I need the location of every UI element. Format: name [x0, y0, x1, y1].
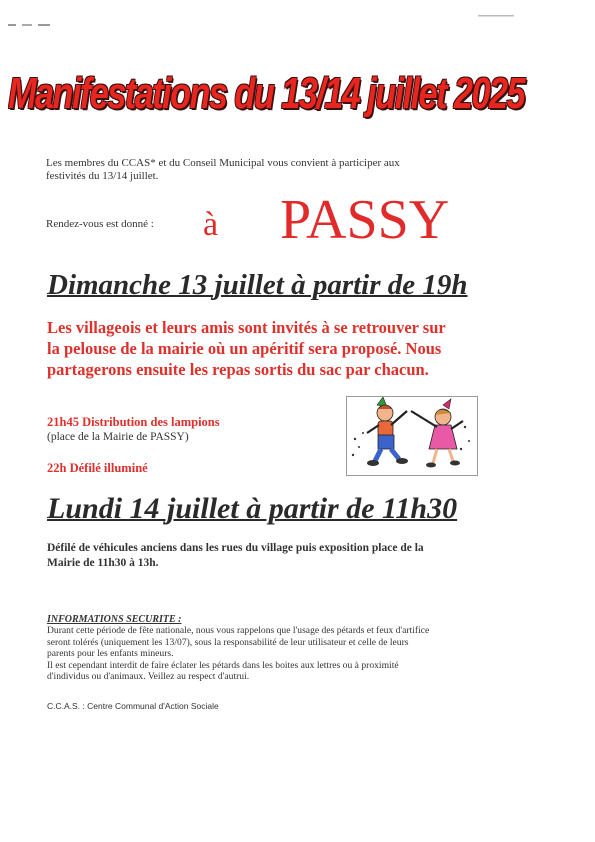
event-parade: 22h Défilé illuminé — [47, 461, 148, 475]
safety-line: seront tolérés (uniquement les 13/07), sous la responsabilité de leur utilisateur et celle de leurs — [47, 636, 409, 648]
intro-line: festivités du 13/14 juillet. — [46, 170, 159, 182]
sunday-line: Les villageois et leurs amis sont invités à se retrouver sur — [47, 318, 446, 337]
safety-line: parents pour les enfants mineurs. — [47, 648, 174, 660]
safety-line: Il est cependant interdit de faire éclater les pétards dans les boites aux lettres ou à proximité — [47, 659, 399, 671]
sunday-line: partagerons ensuite les repas sortis du sac par chacun. — [47, 360, 429, 379]
sunday-line: la pelouse de la mairie où un apéritif sera proposé. Nous — [47, 339, 442, 358]
dancing-kids-icon — [347, 397, 477, 475]
scan-mark — [8, 22, 52, 28]
monday-line: Défilé de véhicules anciens dans les rues du village puis exposition place de la — [47, 542, 424, 554]
rendezvous-place: PASSY — [280, 189, 450, 251]
rendezvous-label: Rendez-vous est donné : — [46, 218, 154, 230]
dancing-kids-illustration — [346, 396, 478, 476]
scan-mark — [478, 15, 514, 18]
sunday-heading: Dimanche 13 juillet à partir de 19h — [47, 269, 468, 301]
monday-heading: Lundi 14 juillet à partir de 11h30 — [47, 492, 458, 525]
event-lampions: 21h45 Distribution des lampions — [47, 415, 220, 429]
intro-line: Les membres du CCAS* et du Conseil Municipal vous convient à participer aux — [46, 157, 400, 169]
intro-text — [46, 157, 506, 183]
safety-line: d'individus ou d'animaux. Veillez au respect d'autrui. — [47, 671, 250, 683]
ccas-footnote: C.C.A.S. : Centre Communal d'Action Sociale — [47, 701, 219, 711]
sunday-description — [47, 317, 547, 380]
safety-line: Durant cette période de fête nationale, nous vous rappelons que l'usage des pétards et feux d'artifice — [47, 625, 430, 636]
safety-info-title: INFORMATIONS SECURITE : — [47, 614, 182, 625]
safety-info-body — [47, 625, 547, 683]
rendezvous-a: à — [203, 206, 219, 243]
monday-description — [47, 541, 517, 571]
event-lampions-note: (place de la Mairie de PASSY) — [47, 431, 189, 443]
monday-line: Mairie de 11h30 à 13h. — [47, 557, 159, 569]
poster-title: Manifestations du 13/14 juillet 2025 — [8, 69, 525, 118]
